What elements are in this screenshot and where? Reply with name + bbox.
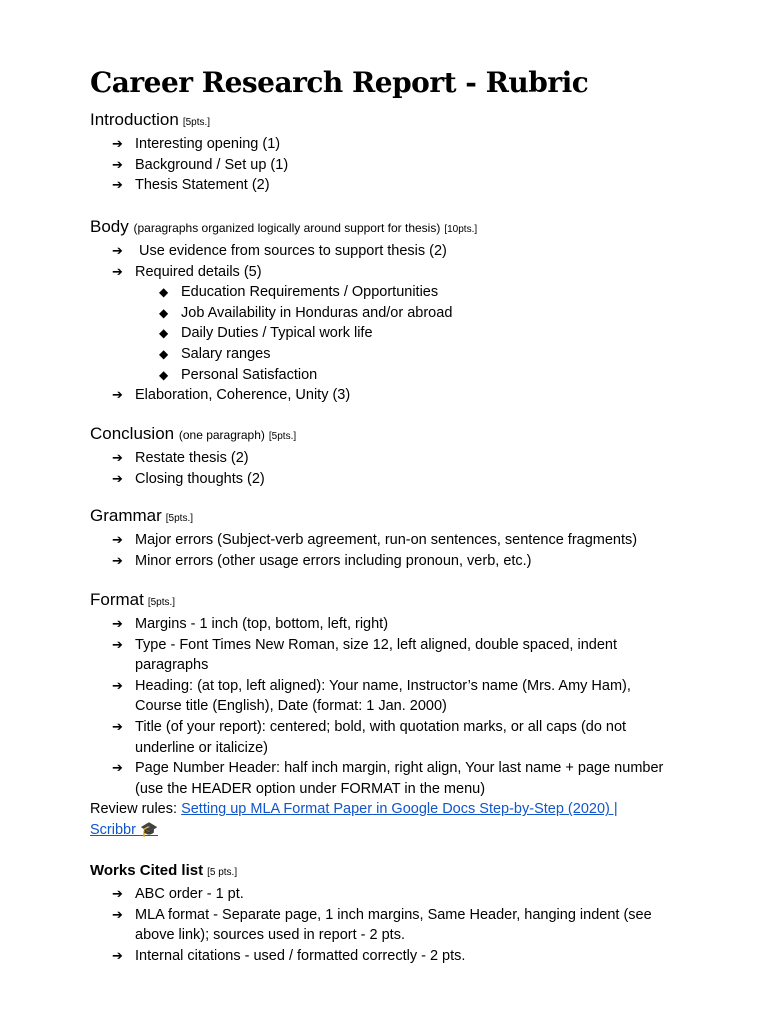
details-sublist [135, 282, 690, 385]
sub-list-item [135, 365, 690, 386]
heading-label: Conclusion [90, 424, 175, 443]
arrow-right-icon: ➔ [112, 886, 123, 901]
list-item [90, 635, 680, 676]
item-text: Type - Font Times New Roman, size 12, left aligned, double spaced, indent paragraphs [135, 636, 617, 674]
list-item [90, 758, 680, 799]
points-label: [5pts.] [165, 513, 194, 524]
list-item [90, 155, 690, 176]
arrow-right-icon: ➔ [112, 470, 123, 486]
item-text: Major errors (Subject-verb agreement, run-on sentences, sentence fragments) [135, 532, 638, 548]
item-text: MLA format - Separate page, 1 inch margins, Same Header, hanging indent (see above link); sources used in report - 2 pts. [135, 906, 652, 944]
arrow-right-icon: ➔ [112, 177, 123, 193]
criteria-list [90, 448, 690, 489]
sub-list-item [135, 344, 690, 365]
points-label: [5pts.] [268, 431, 297, 442]
arrow-right-icon: ➔ [112, 156, 123, 172]
section-introduction [90, 109, 690, 196]
item-text: Page Number Header: half inch margin, right align, Your last name + page number (use the HEADER option under FORMAT in the menu) [135, 760, 664, 797]
list-item [90, 262, 690, 386]
arrow-right-icon: ➔ [112, 552, 123, 568]
diamond-icon: ◆ [159, 367, 169, 382]
heading-label: Works Cited list [90, 862, 204, 879]
criteria-list [90, 241, 690, 406]
review-label: Review rules: [90, 801, 182, 818]
criteria-list [90, 614, 680, 799]
arrow-right-icon: ➔ [112, 450, 123, 465]
list-item [90, 241, 690, 262]
item-text: ABC order - 1 pt. [135, 886, 244, 902]
list-item [90, 614, 680, 635]
sub-item-text: Personal Satisfaction [181, 366, 318, 383]
section-body [90, 216, 690, 406]
diamond-icon: ◆ [159, 326, 169, 341]
list-item [90, 884, 670, 905]
arrow-right-icon: ➔ [112, 136, 123, 151]
diamond-icon: ◆ [159, 346, 169, 361]
arrow-right-icon: ➔ [112, 906, 123, 922]
arrow-right-icon: ➔ [112, 263, 123, 279]
sub-list-item [135, 282, 690, 303]
list-item [90, 717, 680, 758]
section-heading [90, 505, 730, 530]
item-text: Interesting opening (1) [135, 136, 281, 152]
points-label: [10pts.] [444, 224, 478, 235]
list-item [90, 469, 690, 490]
arrow-right-icon: ➔ [112, 636, 123, 652]
points-label: [5pts.] [182, 117, 211, 128]
heading-note: (one paragraph) [178, 428, 265, 442]
sub-item-text: Salary ranges [181, 345, 271, 362]
item-text: Margins - 1 inch (top, bottom, left, right) [135, 616, 389, 632]
section-heading [90, 589, 680, 614]
arrow-right-icon: ➔ [112, 760, 123, 776]
mla-format-link[interactable]: Setting up MLA Format Paper in Google Docs Step-by-Step (2020) | Scribbr 🎓 [90, 801, 618, 838]
criteria-list [90, 530, 730, 571]
list-item [90, 448, 690, 469]
sub-list-item [135, 323, 690, 344]
item-text: Title (of your report): centered; bold, with quotation marks, or all caps (do not underline or italicize) [135, 718, 627, 756]
section-heading [90, 216, 690, 241]
points-label: [5pts.] [147, 597, 176, 608]
heading-note: (paragraphs organized logically around support for thesis) [133, 221, 441, 235]
diamond-icon: ◆ [159, 305, 169, 320]
diamond-icon: ◆ [159, 285, 169, 300]
sub-item-text: Job Availability in Honduras and/or abroad [181, 304, 453, 321]
criteria-list [90, 134, 690, 196]
list-item [90, 134, 690, 155]
sub-item-text: Daily Duties / Typical work life [181, 325, 373, 342]
arrow-right-icon: ➔ [112, 387, 123, 403]
criteria-list [90, 884, 670, 966]
section-works-cited [90, 859, 670, 966]
sub-list-item [135, 303, 690, 324]
section-heading [90, 859, 670, 884]
item-text: Required details (5) [135, 263, 262, 280]
heading-label: Body [90, 217, 129, 236]
heading-label: Introduction [90, 110, 179, 129]
list-item [90, 175, 690, 196]
arrow-right-icon: ➔ [112, 677, 123, 693]
list-item [90, 946, 670, 967]
points-label: [5 pts.] [207, 867, 238, 878]
sub-item-text: Education Requirements / Opportunities [181, 284, 439, 301]
arrow-right-icon: ➔ [112, 616, 123, 631]
list-item [90, 530, 730, 551]
review-rules [90, 799, 660, 840]
item-text: Thesis Statement (2) [135, 177, 270, 194]
arrow-right-icon: ➔ [112, 947, 123, 963]
heading-label: Grammar [90, 506, 162, 525]
page-title: Career Research Report - Rubric [90, 66, 589, 99]
section-heading [90, 109, 690, 134]
list-item [90, 385, 690, 406]
item-text: Elaboration, Coherence, Unity (3) [135, 387, 351, 404]
section-grammar [90, 505, 730, 571]
section-heading [90, 423, 690, 448]
item-text: Restate thesis (2) [135, 450, 249, 466]
arrow-right-icon: ➔ [112, 532, 123, 547]
section-format [90, 589, 680, 841]
section-conclusion [90, 423, 690, 489]
item-text: Minor errors (other usage errors including pronoun, verb, etc.) [135, 552, 532, 569]
item-text: Use evidence from sources to support thesis (2) [135, 243, 447, 259]
arrow-right-icon: ➔ [112, 243, 123, 258]
heading-label: Format [90, 590, 144, 609]
arrow-right-icon: ➔ [112, 718, 123, 734]
list-item [90, 676, 680, 717]
list-item [90, 551, 730, 572]
item-text: Internal citations - used / formatted correctly - 2 pts. [135, 947, 466, 964]
list-item [90, 905, 670, 946]
item-text: Heading: (at top, left aligned): Your name, Instructor’s name (Mrs. Amy Ham), Course title (English), Date (format: 1 Jan. 2000) [135, 677, 631, 715]
item-text: Background / Set up (1) [135, 156, 289, 173]
item-text: Closing thoughts (2) [135, 470, 265, 487]
